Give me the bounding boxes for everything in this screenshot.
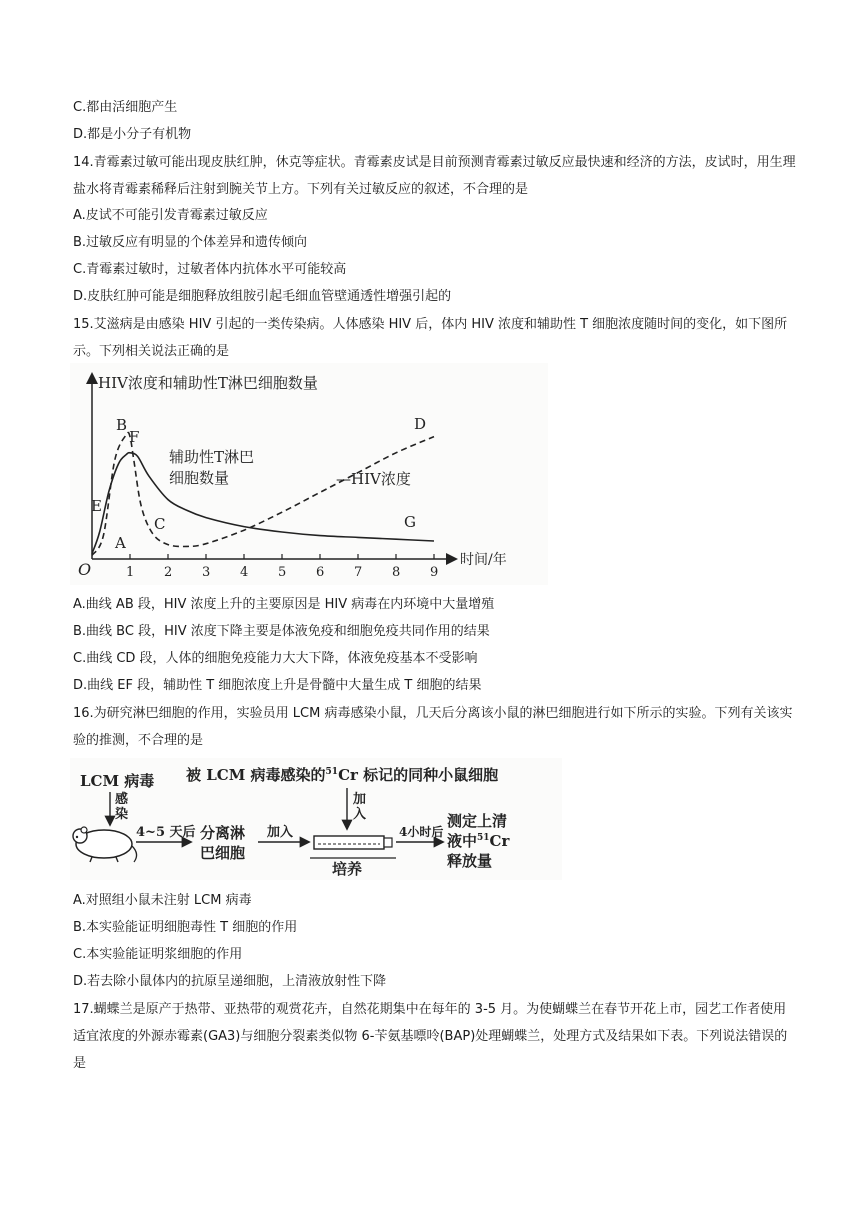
hiv-chart-svg bbox=[70, 363, 548, 585]
hiv-curve-label: —HIV浓度 bbox=[336, 470, 411, 488]
separate-label-1: 分离淋 bbox=[200, 824, 246, 842]
culture-label: 培养 bbox=[332, 860, 363, 878]
point-d-label: D bbox=[414, 415, 427, 433]
q16-stem: 16.为研究淋巴细胞的作用，实验员用 LCM 病毒感染小鼠，几天后分离该小鼠的淋巴细胞进行如下所示的实验。下列有关该实验的推测，不合理的是 bbox=[73, 706, 793, 748]
q16-option-a: A.对照组小鼠未注射 LCM 病毒 bbox=[73, 893, 252, 908]
t-cell-curve bbox=[92, 453, 434, 554]
add-label: 加入 bbox=[267, 825, 294, 840]
hours-label: 4小时后 bbox=[399, 825, 444, 839]
q15-option-a: A.曲线 AB 段，HIV 浓度上升的主要原因是 HIV 病毒在内环境中大量增殖 bbox=[73, 597, 495, 612]
q16-option-d: D.若去除小鼠体内的抗原呈递细胞，上清液放射性下降 bbox=[73, 974, 387, 989]
x-tick-label: 5 bbox=[278, 565, 287, 580]
point-f-label: F bbox=[129, 428, 140, 446]
point-g-label: G bbox=[404, 513, 416, 531]
x-tick-label: 9 bbox=[430, 565, 439, 580]
q14-option-d: D.皮肤红肿可能是细胞释放组胺引起毛细血管壁通透性增强引起的 bbox=[73, 289, 452, 304]
y-axis-label: HIV浓度和辅助性T淋巴细胞数量 bbox=[98, 374, 318, 392]
x-axis-label: 时间/年 bbox=[460, 552, 507, 568]
q14-stem: 14.青霉素过敏可能出现皮肤红肿，休克等症状。青霉素皮试是目前预测青霉素过敏反应最快速和经济的方法，皮试时，用生理盐水将青霉素稀释后注射到腕关节上方。下列有关过敏反应的叙述，不合理的是 bbox=[73, 155, 796, 197]
point-a-label: A bbox=[115, 534, 126, 552]
x-tick-label: 1 bbox=[126, 565, 135, 580]
t-cell-label-line2: 细胞数量 bbox=[169, 469, 230, 487]
x-tick-label: 6 bbox=[316, 565, 325, 580]
target-cells-label: 被 LCM 病毒感染的$^{51}$Cr 标记的同种小鼠细胞 bbox=[186, 766, 499, 784]
lcm-virus-label: LCM 病毒 bbox=[80, 772, 155, 790]
x-tick-label: 8 bbox=[392, 565, 401, 580]
infect-label-2: 染 bbox=[115, 807, 129, 822]
q16-option-b: B.本实验能证明细胞毒性 T 细胞的作用 bbox=[73, 920, 298, 935]
q15-option-d: D.曲线 EF 段，辅助性 T 细胞浓度上升是骨髓中大量生成 T 细胞的结果 bbox=[73, 678, 482, 693]
days-label: 4~5 天后 bbox=[136, 825, 196, 840]
point-c-label: C bbox=[154, 515, 166, 533]
hiv-curve bbox=[92, 433, 434, 556]
q14-option-a: A.皮试不可能引发青霉素过敏反应 bbox=[73, 208, 268, 223]
q15-option-c: C.曲线 CD 段，人体的细胞免疫能力大大下降，体液免疫基本不受影响 bbox=[73, 651, 478, 666]
hiv-chart bbox=[70, 363, 548, 585]
t-cell-label-line1: 辅助性T淋巴 bbox=[169, 448, 255, 466]
q13-option-d: D.都是小分子有机物 bbox=[73, 127, 192, 142]
q16-option-c: C.本实验能证明浆细胞的作用 bbox=[73, 947, 243, 962]
q13-option-c: C.都由活细胞产生 bbox=[73, 100, 178, 115]
point-b-label: B bbox=[116, 416, 128, 434]
x-tick-label: 4 bbox=[240, 565, 249, 580]
mouse-icon bbox=[73, 827, 137, 862]
q14-option-b: B.过敏反应有明显的个体差异和遗传倾向 bbox=[73, 235, 308, 250]
q14-option-c: C.青霉素过敏时，过敏者体内抗体水平可能较高 bbox=[73, 262, 347, 277]
q17-stem: 17.蝴蝶兰是原产于热带、亚热带的观赏花卉，自然花期集中在每年的 3-5 月。为使蝴蝶兰在春节开花上市，园艺工作者使用适宜浓度的外源赤霉素(GA3)与细胞分裂素类似物 6-苄氨基嘌呤(BAP)处理蝴蝶兰，处理方式及结果如下表。下列说法错误的是 bbox=[73, 1002, 788, 1071]
add-top-label-1: 加 bbox=[353, 792, 367, 807]
x-tick-label: 3 bbox=[202, 565, 211, 580]
culture-tube-icon bbox=[314, 836, 392, 849]
origin-label: O bbox=[78, 560, 92, 579]
point-e-label: E bbox=[91, 497, 102, 515]
q15-stem: 15.艾滋病是由感染 HIV 引起的一类传染病。人体感染 HIV 后，体内 HIV 浓度和辅助性 T 细胞浓度随时间的变化，如下图所示。下列相关说法正确的是 bbox=[73, 317, 788, 359]
lcm-experiment-diagram bbox=[70, 758, 562, 880]
infect-label-1: 感 bbox=[115, 792, 129, 807]
measure-label-3: 释放量 bbox=[447, 852, 493, 870]
q15-option-b: B.曲线 BC 段，HIV 浓度下降主要是体液免疫和细胞免疫共同作用的结果 bbox=[73, 624, 490, 639]
x-tick-label: 7 bbox=[354, 565, 363, 580]
x-tick-label: 2 bbox=[164, 565, 173, 580]
measure-label-1: 测定上清 bbox=[447, 812, 508, 830]
add-top-label-2: 入 bbox=[353, 807, 367, 822]
x-ticks bbox=[126, 554, 438, 580]
separate-label-2: 巴细胞 bbox=[200, 844, 246, 862]
diagram-svg bbox=[70, 758, 562, 880]
measure-label-2: 液中$^{51}$Cr bbox=[447, 832, 510, 850]
